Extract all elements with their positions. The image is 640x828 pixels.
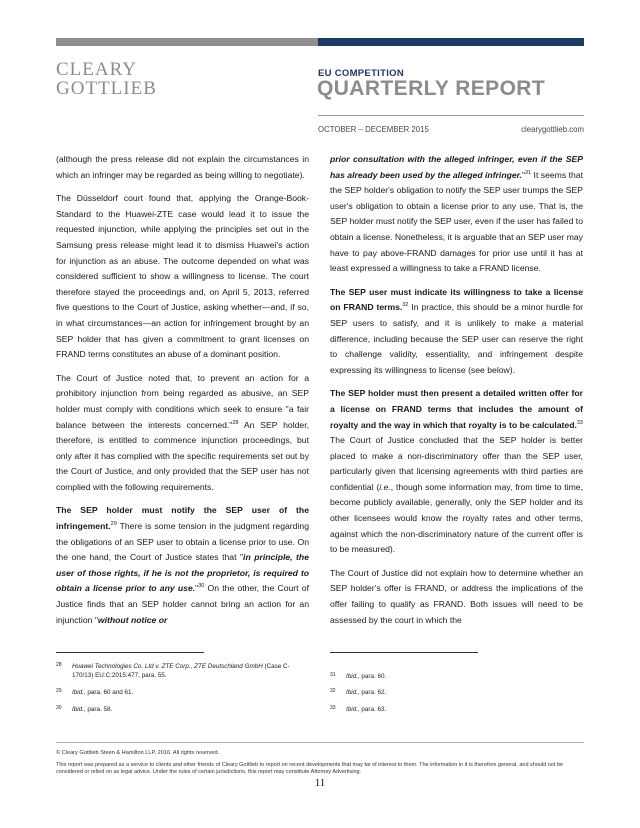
- requirement-heading: The SEP holder must notify the SEP user of the infringement.: [56, 505, 309, 532]
- paragraph: [330, 285, 583, 379]
- footnote-30: [56, 705, 309, 714]
- footnote-text: [56, 688, 309, 697]
- ibid: Ibid.: [72, 706, 84, 713]
- footnote-citation: , para. 60.: [357, 673, 387, 680]
- report-date-range: OCTOBER – DECEMBER 2015: [318, 125, 429, 134]
- footnote-number: 31: [330, 672, 336, 678]
- paragraph: [56, 503, 309, 628]
- ie-abbrev: i.e.: [379, 481, 391, 492]
- paragraph: The Düsseldorf court found that, applying the Orange-Book-Standard to the Huawei-ZTE case would lead it to issue the requested injunction, while applying the principles set out in the Samsung press release might lead it to dismiss Huawei's action for injunction as an abuse. The outcome depended on what was considered sufficient to show a willingness to license. The court therefore stayed the proceedings and, on April 5, 2013, referred five questions to the Court of Justice, asking whether—and, if so, in what circumstances—an action for infringement brought by an SEP holder that has given a commitment to grant licenses on FRAND terms constitutes an abuse of a dominant position.: [56, 193, 309, 360]
- cleary-gottlieb-logo: [56, 60, 157, 98]
- footnote-32: [330, 688, 583, 697]
- ibid: Ibid.: [72, 689, 84, 696]
- footnote-text: [330, 705, 583, 714]
- paragraph-text: The Court of Justice concluded that the SEP holder is better placed to make a non-discriminatory offer than the SEP user, particularly given that licensing agreements with third parties are confidential (: [330, 435, 583, 492]
- footnote-number: 29: [56, 688, 62, 694]
- footnote-29: [56, 688, 309, 697]
- paragraph: [56, 371, 309, 496]
- left-column: [56, 152, 309, 636]
- paragraph-text: In practice, this should be a minor hurdle for SEP users to satisfy, and it is unlikely to make a material difference, including because the SEP user can reserve the right to challenge validity, essentiality, and infringement despite expressing its willingness to license (see below).: [330, 302, 583, 375]
- footnote-number: 28: [56, 662, 62, 668]
- paragraph-text: It seems that the SEP holder's obligation to notify the SEP user trumps the SEP user's obligation to obtain a license prior to any use. That is, the SEP holder must notify the SEP user, even if the user has failed to obtain a license. Nonetheless, it is arguable that an SEP user may have to pay above-FRAND damages for prior use until it has at least expressed a willingness to take a FRAND license.: [330, 169, 583, 274]
- footnote-citation: (Case C-170/13) EU:C:2015:477, para. 55.: [72, 663, 290, 679]
- footnote-28: [56, 662, 309, 680]
- logo-line-1: CLEARY: [56, 59, 137, 80]
- footnote-number: 33: [330, 705, 336, 711]
- report-title: QUARTERLY REPORT: [317, 77, 546, 100]
- requirement-heading: The SEP holder must then present a detailed written offer for a license on FRAND terms that includes the amount of royalty and the way in which that royalty is to be calculated.: [330, 388, 583, 430]
- footnote-citation: , para. 63.: [357, 706, 387, 713]
- report-kicker: EU COMPETITION: [318, 68, 405, 79]
- footnote-text: [56, 662, 309, 680]
- header-bar-navy: [318, 38, 584, 46]
- footnote-divider-left: [56, 652, 204, 653]
- footnote-ref-33[interactable]: 33: [576, 419, 583, 426]
- footnote-ref-30[interactable]: 30: [198, 583, 205, 590]
- quote-mark: ": [521, 169, 525, 180]
- copyright-notice: © Cleary Gottlieb Steen & Hamilton LLP, 2016. All rights reserved.: [56, 750, 220, 756]
- footnote-number: 32: [330, 688, 336, 694]
- footnote-text: [56, 705, 309, 714]
- footnote-ref-31[interactable]: 31: [525, 169, 532, 176]
- footnote-citation: , para. 62.: [357, 689, 387, 696]
- paragraph: (although the press release did not explain the circumstances in which an infringer may be regarded as being willing to negotiate).: [56, 154, 309, 180]
- disclaimer-text: This report was prepared as a service to clients and other friends of Cleary Gottlieb to report on recent developments that may be of interest to them. The information in it is therefore general, and should not be considered or relied on as legal advice. Under the rules of certain jurisdictions, this report may constitute Attorney Advertising.: [56, 762, 564, 775]
- quoted-text: without notice or: [97, 614, 168, 625]
- footnote-divider-right: [330, 652, 478, 653]
- website-link[interactable]: clearygottlieb.com: [521, 125, 584, 134]
- header-divider: [318, 115, 584, 116]
- page-number: 11: [314, 777, 326, 789]
- ibid: Ibid.: [346, 673, 358, 680]
- ibid: Ibid.: [346, 689, 358, 696]
- footnote-ref-29[interactable]: 29: [110, 521, 117, 528]
- right-column: [330, 152, 583, 636]
- footnote-ref-32[interactable]: 32: [402, 302, 409, 309]
- logo-line-2: GOTTLIEB: [56, 78, 157, 99]
- paragraph-text: An SEP holder, therefore, is entitled to commence injunction proceedings, but only after it has complied with the specific requirements set out by the Court of Justice, and only provided that the SEP user has not complied with the following requirements.: [56, 419, 309, 492]
- paragraph: [330, 152, 583, 277]
- case-name: Huawei Technologies Co. Ltd v. ZTE Corp., ZTE Deutschland GmbH: [72, 663, 263, 670]
- footnote-31: [330, 672, 583, 681]
- footnote-ref-28[interactable]: 28: [232, 419, 239, 426]
- footnote-text: [330, 688, 583, 697]
- footer-divider: [56, 742, 584, 743]
- footnote-33: [330, 705, 583, 714]
- paragraph: [330, 386, 583, 558]
- quoted-text: prior consultation with the alleged infringer, even if the SEP has already been used by the alleged infringer.: [330, 154, 583, 180]
- quote-mark: ": [195, 583, 199, 594]
- header-bar-grey: [56, 38, 318, 46]
- ibid: Ibid.: [346, 706, 358, 713]
- paragraph-text: , though some information may, from time to time, become publicly available, generally, only the SEP holder and its other licensees would know the royalty rates and other terms, against which the non-discriminatory nature of the current offer is to be measured).: [330, 481, 583, 555]
- paragraph-text: There is some tension in the judgment regarding the obligations of an SEP user to obtain a license prior to use. On the one hand, the Court of Justice states that ": [56, 521, 309, 563]
- footnote-text: [330, 672, 583, 681]
- paragraph-text: On the other, the Court of Justice finds that an SEP holder cannot bring an action for an injunction ": [56, 583, 309, 625]
- quoted-text: in principle, the user of those rights, if he is not the proprietor, is required to obtain a license prior to any use.: [56, 552, 309, 594]
- footnote-citation: , para. 60 and 61.: [83, 689, 134, 696]
- paragraph-text: The Court of Justice noted that, to prevent an action for a prohibitory injunction from being regarded as abusive, an SEP holder must comply with conditions which seek to ensure "a fair balance between the interests concerned.": [56, 372, 309, 430]
- paragraph: The Court of Justice did not explain how to determine whether an SEP holder's offer is FRAND, or address the implications of the offer failing to qualify as FRAND. Both issues will need to be assessed by the court in which the: [330, 567, 583, 625]
- footnote-citation: , para. 58.: [83, 706, 113, 713]
- footnote-number: 30: [56, 705, 62, 711]
- requirement-heading: The SEP user must indicate its willingness to take a license on FRAND terms.: [330, 286, 583, 313]
